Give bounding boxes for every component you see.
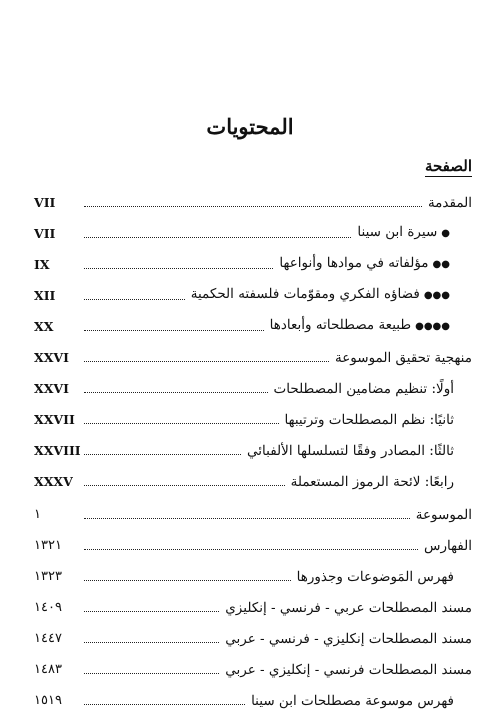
toc-entry[interactable] (34, 376, 472, 398)
dot-leader (84, 704, 245, 705)
bullet-icon: ●●● (423, 290, 450, 301)
toc-entry[interactable] (34, 502, 472, 524)
toc-entry-page: IX (34, 257, 50, 272)
toc-entry-label: مؤلفاته في موادها وأنواعها (279, 255, 429, 271)
toc-entry-label: الموسوعة (415, 507, 472, 523)
toc-entry[interactable] (34, 469, 472, 491)
toc-entry-label: ثانيًا: نظم المصطلحات وترتيبها (284, 412, 454, 428)
bullet-icon: ●●●● (415, 321, 450, 332)
dot-leader (84, 673, 219, 674)
toc-entry-page: ١٣٢١ (34, 538, 62, 553)
toc-entry[interactable] (34, 407, 472, 429)
toc-entry-page: XX (34, 319, 54, 334)
toc-entry-label: رابعًا: لائحة الرموز المستعملة (290, 474, 454, 490)
bullet-icon: ●● (432, 259, 450, 270)
dot-leader (84, 268, 273, 269)
dot-leader (84, 330, 264, 331)
toc-entry-label: فضاؤه الفكري ومقوّمات فلسفته الحكمية (190, 286, 420, 302)
toc-entry-page: XXVII (34, 412, 75, 427)
dot-leader (84, 392, 268, 393)
toc-entry[interactable] (34, 283, 472, 305)
toc-entry-label: سيرة ابن سينا (357, 224, 438, 240)
toc-entry-page: XXVI (34, 350, 69, 365)
dot-leader (84, 642, 219, 643)
toc-entry-label: المقدمة (427, 195, 472, 211)
toc-entry-label: مسند المصطلحات إنكليزي - فرنسي - عربي (225, 631, 472, 647)
toc-entry[interactable] (34, 438, 472, 460)
toc-entry-label: فهرس موسوعة مصطلحات ابن سينا (251, 693, 454, 709)
toc-entry-label: منهجية تحقيق الموسوعة (335, 350, 472, 366)
dot-leader (84, 580, 291, 581)
toc-entry[interactable] (34, 190, 472, 212)
dot-leader (84, 206, 422, 207)
dot-leader (84, 423, 279, 424)
toc-entry[interactable] (34, 314, 472, 336)
toc-entry-page: XII (34, 288, 56, 303)
toc-entry-label: أولًا: تنظيم مضامين المصطلحات (273, 381, 454, 397)
toc-entry-label: مسند المصطلحات فرنسي - إنكليزي - عربي (225, 662, 472, 678)
toc-entry[interactable] (34, 595, 472, 617)
toc-entry[interactable] (34, 657, 472, 679)
page-title: المحتويات (206, 114, 294, 139)
toc-entry-label: ثالثًا: المصادر وفقًا لتسلسلها الألفبائي (247, 443, 454, 459)
toc-entry-page: VII (34, 226, 56, 241)
toc-entry-label: فهرس المَوضوعات وجذورها (296, 569, 454, 585)
dot-leader (84, 454, 241, 455)
dot-leader (84, 549, 418, 550)
dot-leader (84, 361, 329, 362)
toc-entry[interactable] (34, 221, 472, 243)
dot-leader (84, 299, 185, 300)
toc-entry[interactable] (34, 564, 472, 586)
dot-leader (84, 237, 351, 238)
toc-entry-page: XXVIII (34, 443, 81, 458)
toc-entry-label: الفهارس (423, 538, 472, 554)
toc-entry[interactable] (34, 626, 472, 648)
toc-entry[interactable] (34, 688, 472, 710)
toc-entry-page: ١ (34, 507, 41, 522)
dot-leader (84, 518, 410, 519)
toc-entry-page: ١٤٤٧ (34, 631, 62, 646)
dot-leader (84, 485, 285, 486)
toc-entry-label: طبيعة مصطلحاته وأبعادها (269, 317, 412, 333)
toc-entry-page: ١٤٠٩ (34, 600, 62, 615)
toc-entry-label: مسند المصطلحات عربي - فرنسي - إنكليزي (225, 600, 472, 616)
toc-entry-page: ١٣٢٣ (34, 569, 62, 584)
bullet-icon: ● (441, 228, 450, 239)
toc-entry-page: XXXV (34, 474, 73, 489)
toc-entry-page: VII (34, 195, 56, 210)
toc-entry[interactable] (34, 345, 472, 367)
toc-entry-page: XXVI (34, 381, 69, 396)
toc-entry-page: ١٥١٩ (34, 693, 62, 708)
toc-entry[interactable] (34, 252, 472, 274)
page-column-header: الصفحة (424, 157, 472, 175)
toc-entry-page: ١٤٨٣ (34, 662, 62, 677)
toc-entry[interactable] (34, 533, 472, 555)
dot-leader (84, 611, 219, 612)
